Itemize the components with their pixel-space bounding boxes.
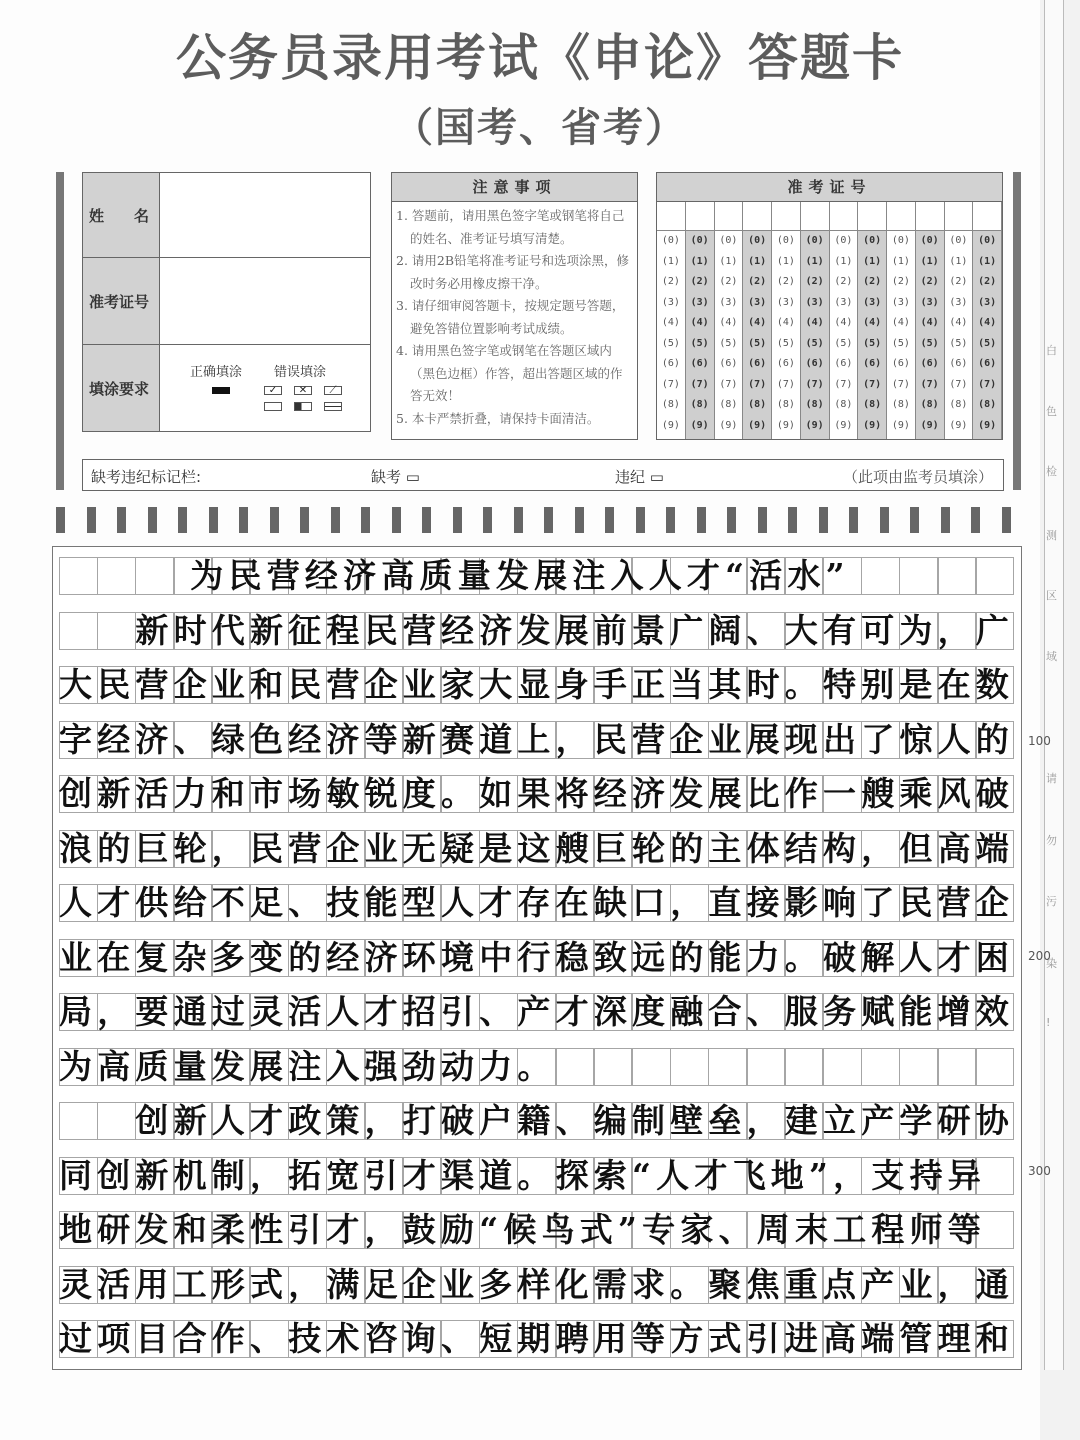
absence-violation-bar xyxy=(82,459,1004,491)
exam-number-bubble[interactable]: (9) xyxy=(863,419,882,431)
essay-handwritten-line: 同创新机制，拓宽引才渠道。探索“人才飞地”，支持异 xyxy=(59,1156,986,1195)
exam-number-bubble[interactable]: (5) xyxy=(690,337,709,349)
exam-number-bubble[interactable]: (3) xyxy=(661,296,680,308)
exam-number-bubble[interactable]: (7) xyxy=(891,378,910,390)
exam-number-bubble[interactable]: (9) xyxy=(920,419,939,431)
exam-number-bubble[interactable]: (1) xyxy=(719,255,738,267)
exam-number-bubble[interactable]: (0) xyxy=(978,235,997,246)
exam-number-write-box[interactable] xyxy=(772,202,800,231)
essay-handwritten-line: 为民营经济高质量发展注入人才“活水” xyxy=(59,557,850,595)
exam-number-bubble[interactable]: (6) xyxy=(891,358,910,369)
exam-number-write-box[interactable] xyxy=(743,202,771,231)
exam-number-bubble[interactable]: (2) xyxy=(776,276,795,287)
exam-number-bubble[interactable]: (9) xyxy=(805,419,824,431)
word-count-marker: 300 xyxy=(1028,1164,1051,1178)
correct-fill-label: 正确填涂 xyxy=(190,365,243,380)
exam-number-bubble[interactable]: (5) xyxy=(748,337,767,349)
exam-number-bubble[interactable]: (0) xyxy=(719,235,738,246)
exam-number-column[interactable] xyxy=(743,202,772,439)
exam-number-bubble[interactable]: (6) xyxy=(748,358,767,369)
note-item: 3. 请仔细审阅答题卡，按规定题号答题，避免答错位置影响考试成绩。 xyxy=(396,298,625,336)
essay-handwritten-line: 过项目合作、技术咨询、短期聘用等方式引进高端管理和 xyxy=(59,1320,1014,1358)
watermark-char: 请 xyxy=(1046,772,1057,785)
exam-number-bubble[interactable]: (6) xyxy=(920,358,939,369)
exam-number-bubble[interactable]: (3) xyxy=(748,296,767,308)
exam-number-bubble[interactable]: (6) xyxy=(805,358,824,369)
exam-number-bubble[interactable]: (1) xyxy=(863,255,882,267)
exam-number-bubble[interactable]: (0) xyxy=(776,235,795,246)
exam-number-bubble[interactable]: (1) xyxy=(891,255,910,267)
exam-number-bubble[interactable]: (8) xyxy=(834,399,853,410)
exam-number-column[interactable] xyxy=(858,202,887,439)
wrong-fill-half-icon xyxy=(294,402,312,411)
exam-number-bubble[interactable]: (9) xyxy=(834,419,853,431)
exam-number-bubble[interactable]: (3) xyxy=(891,296,910,308)
id-label: 准考证号 xyxy=(83,258,159,344)
exam-number-bubble[interactable]: (7) xyxy=(920,378,939,390)
timing-mark xyxy=(1002,507,1011,533)
timing-mark xyxy=(453,507,462,533)
exam-number-bubble[interactable]: (5) xyxy=(978,337,997,349)
timing-mark xyxy=(300,507,309,533)
timing-mark xyxy=(849,507,858,533)
timing-mark xyxy=(636,507,645,533)
essay-handwritten-line: 创新人才政策，打破户籍、编制壁垒，建立产学研协 xyxy=(59,1102,1014,1140)
exam-number-write-box[interactable] xyxy=(858,202,886,231)
notes-list xyxy=(396,205,634,430)
exam-number-bubble[interactable]: (4) xyxy=(661,317,680,328)
exam-number-bubble[interactable]: (1) xyxy=(949,255,968,267)
exam-number-bubble[interactable]: (3) xyxy=(978,296,997,308)
exam-number-bubble[interactable]: (3) xyxy=(805,296,824,308)
exam-number-bubble[interactable]: (8) xyxy=(863,399,882,410)
exam-number-bubble[interactable]: (5) xyxy=(863,337,882,349)
exam-number-bubble[interactable]: (0) xyxy=(834,235,853,246)
fill-example-area xyxy=(159,345,371,431)
watermark-char: 测 xyxy=(1046,529,1057,542)
note-item: 1. 答题前，请用黑色签字笔或钢笔将自己的姓名、准考证号填写清楚。 xyxy=(396,208,625,246)
essay-handwritten-line: 业在复杂多变的经济环境中行稳致远的能力。破解人才困 xyxy=(59,938,1014,977)
exam-number-bubble[interactable]: (4) xyxy=(776,317,795,328)
exam-number-bubble[interactable]: (4) xyxy=(891,317,910,328)
essay-handwritten-line: 地研发和柔性引才，鼓励“候鸟式”专家、周末工程师等 xyxy=(59,1211,986,1249)
timing-mark xyxy=(361,507,370,533)
exam-number-bubble[interactable]: (8) xyxy=(949,399,968,410)
note-item: 5. 本卡严禁折叠，请保持卡面清洁。 xyxy=(396,410,600,426)
timing-mark xyxy=(544,507,553,533)
watermark-char: 白 xyxy=(1046,344,1057,357)
exam-number-bubble[interactable]: (2) xyxy=(661,276,680,287)
exam-number-bubble[interactable]: (6) xyxy=(949,358,968,369)
exam-number-bubble[interactable]: (6) xyxy=(690,358,709,369)
exam-number-bubble[interactable]: (0) xyxy=(748,235,767,246)
timing-mark xyxy=(148,507,157,533)
exam-number-bubble[interactable]: (6) xyxy=(719,358,738,369)
exam-number-bubble[interactable]: (2) xyxy=(863,276,882,287)
exam-number-bubble[interactable]: (1) xyxy=(978,255,997,267)
exam-number-bubble[interactable]: (9) xyxy=(661,419,680,431)
watermark-char: 勿 xyxy=(1046,834,1057,847)
exam-number-bubble[interactable]: (3) xyxy=(834,296,853,308)
exam-number-bubble[interactable]: (4) xyxy=(863,317,882,328)
wrong-fill-label: 错误填涂 xyxy=(274,365,327,380)
word-count-marker: 200 xyxy=(1028,949,1051,963)
absence-bar-label: 缺考违纪标记栏: xyxy=(91,468,202,486)
left-margin-bar xyxy=(56,172,64,490)
exam-number-bubble[interactable]: (1) xyxy=(776,255,795,267)
exam-number-write-box[interactable] xyxy=(657,202,685,231)
timing-mark xyxy=(819,507,828,533)
timing-mark xyxy=(758,507,767,533)
exam-number-write-box[interactable] xyxy=(686,202,714,231)
exam-number-bubble[interactable]: (2) xyxy=(748,276,767,287)
exam-number-bubble[interactable]: (1) xyxy=(834,255,853,267)
essay-handwritten-line: 大民营企业和民营企业家大显身手正当其时。特别是在数 xyxy=(59,666,1014,704)
exam-number-column[interactable] xyxy=(715,202,744,439)
exam-number-bubble[interactable]: (4) xyxy=(748,317,767,328)
page-title: 公务员录用考试《申论》答题卡 xyxy=(176,29,904,87)
fill-requirement-label: 填涂要求 xyxy=(83,345,159,431)
exam-number-write-box[interactable] xyxy=(916,202,944,231)
exam-number-bubble[interactable]: (7) xyxy=(719,378,738,390)
note-item: 2. 请用2B铅笔将准考证号和选项涂黑，修改时务必用橡皮擦干净。 xyxy=(396,253,630,291)
exam-number-bubble[interactable]: (2) xyxy=(805,276,824,287)
exam-number-bubble[interactable]: (5) xyxy=(661,337,680,349)
exam-number-write-box[interactable] xyxy=(715,202,743,231)
essay-handwritten-line: 局，要通过灵活人才招引、产才深度融合、服务赋能增效 xyxy=(59,993,1014,1031)
exam-number-bubble[interactable]: (7) xyxy=(661,378,680,390)
exam-number-bubble[interactable]: (8) xyxy=(805,399,824,410)
exam-number-bubble[interactable]: (6) xyxy=(661,358,680,369)
exam-number-column[interactable] xyxy=(686,202,715,439)
essay-handwritten-line: 字经济、绿色经济等新赛道上，民营企业展现出了惊人的 xyxy=(59,720,1014,759)
word-count-marker: 100 xyxy=(1028,734,1051,748)
exam-number-bubble[interactable]: (5) xyxy=(776,337,795,349)
exam-number-bubble[interactable]: (0) xyxy=(949,235,968,246)
essay-handwritten-line: 为高质量发展注入强劲动力。 xyxy=(59,1047,556,1086)
proctor-note: （此项由监考员填涂） xyxy=(843,468,994,486)
exam-number-bubble[interactable]: (3) xyxy=(776,296,795,308)
essay-handwritten-line: 人才供给不足、技能型人才存在缺口，直接影响了民营企 xyxy=(59,884,1014,922)
exam-number-column[interactable] xyxy=(916,202,945,439)
exam-number-bubble[interactable]: (9) xyxy=(978,419,997,431)
correct-fill-mark xyxy=(212,387,230,394)
exam-number-bubble[interactable]: (6) xyxy=(863,358,882,369)
essay-handwritten-line: 新时代新征程民营经济发展前景广阔、大有可为，广 xyxy=(59,611,1014,650)
exam-number-bubble[interactable]: (1) xyxy=(920,255,939,267)
exam-number-write-box[interactable] xyxy=(887,202,915,231)
timing-mark xyxy=(788,507,797,533)
timing-mark xyxy=(575,507,584,533)
timing-mark xyxy=(727,507,736,533)
exam-number-box xyxy=(656,172,1003,440)
watermark-char: 域 xyxy=(1046,650,1057,663)
essay-handwritten-line: 灵活用工形式，满足企业多样化需求。聚焦重点产业，通 xyxy=(59,1265,1014,1304)
notes-title: 注意事项 xyxy=(392,173,637,202)
exam-number-column[interactable] xyxy=(887,202,916,439)
watermark-char: 色 xyxy=(1046,405,1057,418)
exam-number-bubble[interactable]: (1) xyxy=(661,255,680,267)
exam-number-bubble[interactable]: (8) xyxy=(690,399,709,410)
exam-number-bubble[interactable]: (2) xyxy=(719,276,738,287)
exam-number-bubble[interactable]: (8) xyxy=(920,399,939,410)
wrong-fill-slash-icon: ⟋ xyxy=(324,386,342,395)
timing-mark xyxy=(483,507,492,533)
timing-mark xyxy=(331,507,340,533)
timing-mark xyxy=(239,507,248,533)
exam-number-bubble[interactable]: (8) xyxy=(661,399,680,410)
exam-number-bubble[interactable]: (9) xyxy=(719,419,738,431)
exam-number-bubble[interactable]: (4) xyxy=(949,317,968,328)
exam-number-write-box[interactable] xyxy=(945,202,973,231)
exam-number-bubble[interactable]: (9) xyxy=(748,419,767,431)
exam-number-bubble[interactable]: (1) xyxy=(805,255,824,267)
exam-number-bubble[interactable]: (6) xyxy=(834,358,853,369)
exam-number-bubble[interactable]: (9) xyxy=(891,419,910,431)
exam-number-bubble[interactable]: (3) xyxy=(920,296,939,308)
exam-number-bubble[interactable]: (7) xyxy=(805,378,824,390)
info-box xyxy=(82,172,371,432)
name-label: 姓 名 xyxy=(83,173,159,257)
exam-number-bubble[interactable]: (3) xyxy=(719,296,738,308)
exam-number-bubble[interactable]: (5) xyxy=(834,337,853,349)
exam-number-bubble[interactable]: (1) xyxy=(748,255,767,267)
timing-mark xyxy=(971,507,980,533)
timing-mark xyxy=(941,507,950,533)
exam-number-bubble[interactable]: (2) xyxy=(978,276,997,287)
timing-mark xyxy=(514,507,523,533)
exam-number-bubble[interactable]: (0) xyxy=(690,235,709,246)
timing-mark xyxy=(56,507,65,533)
exam-number-bubble[interactable]: (0) xyxy=(920,235,939,246)
exam-number-bubble[interactable]: (9) xyxy=(690,419,709,431)
exam-number-column[interactable] xyxy=(973,202,1002,439)
exam-number-write-box[interactable] xyxy=(801,202,829,231)
exam-number-bubble[interactable]: (2) xyxy=(834,276,853,287)
watermark-char: 区 xyxy=(1046,589,1057,602)
exam-number-bubble[interactable]: (8) xyxy=(891,399,910,410)
exam-number-bubble[interactable]: (7) xyxy=(748,378,767,390)
exam-number-bubble[interactable]: (7) xyxy=(978,378,997,390)
watermark-char: 污 xyxy=(1046,895,1057,908)
exam-number-bubble[interactable]: (0) xyxy=(661,235,680,246)
exam-number-bubble[interactable]: (8) xyxy=(776,399,795,410)
page-subtitle: （国考、省考） xyxy=(393,105,687,151)
exam-number-bubble[interactable]: (5) xyxy=(891,337,910,349)
exam-number-bubble[interactable]: (2) xyxy=(690,276,709,287)
timing-mark xyxy=(392,507,401,533)
right-margin-bar xyxy=(1013,172,1021,490)
timing-mark xyxy=(697,507,706,533)
exam-number-title: 准考证号 xyxy=(657,173,1002,202)
name-field[interactable] xyxy=(159,173,371,257)
note-item: 4. 请用黑色签字笔或钢笔在答题区域内（黑色边框）作答，超出答题区域的作答无效！ xyxy=(396,343,623,403)
exam-number-bubble[interactable]: (2) xyxy=(920,276,939,287)
exam-number-bubble[interactable]: (4) xyxy=(719,317,738,328)
watermark-char: 染 xyxy=(1046,957,1057,970)
exam-number-column[interactable] xyxy=(772,202,801,439)
timing-mark xyxy=(605,507,614,533)
wrong-fill-check-icon: ✓ xyxy=(264,386,282,395)
exam-number-bubble[interactable]: (9) xyxy=(776,419,795,431)
watermark-char: ! xyxy=(1046,1016,1051,1029)
exam-number-bubble[interactable]: (3) xyxy=(863,296,882,308)
exam-number-bubble[interactable]: (2) xyxy=(891,276,910,287)
exam-number-bubble[interactable]: (5) xyxy=(949,337,968,349)
exam-number-bubble[interactable]: (5) xyxy=(920,337,939,349)
wrong-fill-cross-icon: ✕ xyxy=(294,386,312,395)
exam-number-bubble[interactable]: (5) xyxy=(719,337,738,349)
exam-number-write-box[interactable] xyxy=(973,202,1001,231)
essay-handwritten-line: 创新活力和市场敏锐度。如果将经济发展比作一艘乘风破 xyxy=(59,775,1014,813)
exam-number-bubble[interactable]: (2) xyxy=(949,276,968,287)
exam-number-bubble[interactable]: (3) xyxy=(949,296,968,308)
exam-number-bubble[interactable]: (4) xyxy=(920,317,939,328)
essay-answer-area[interactable] xyxy=(52,546,1022,1370)
timing-mark xyxy=(910,507,919,533)
exam-number-bubble[interactable]: (7) xyxy=(776,378,795,390)
exam-number-column[interactable] xyxy=(657,202,686,439)
timing-mark xyxy=(117,507,126,533)
timing-mark xyxy=(209,507,218,533)
exam-number-bubble[interactable]: (4) xyxy=(978,317,997,328)
exam-number-bubble[interactable]: (6) xyxy=(978,358,997,369)
exam-number-bubble[interactable]: (8) xyxy=(748,399,767,410)
exam-number-grid xyxy=(657,202,1002,439)
exam-number-bubble[interactable]: (7) xyxy=(949,378,968,390)
timing-mark xyxy=(422,507,431,533)
exam-number-bubble[interactable]: (9) xyxy=(949,419,968,431)
id-field[interactable] xyxy=(159,258,371,344)
exam-number-bubble[interactable]: (3) xyxy=(690,296,709,308)
essay-handwritten-line: 浪的巨轮，民营企业无疑是这艘巨轮的主体结构，但高端 xyxy=(59,829,1014,868)
absent-checkbox[interactable]: 缺考 ▭ xyxy=(371,468,420,486)
exam-number-bubble[interactable]: (8) xyxy=(719,399,738,410)
timing-mark xyxy=(880,507,889,533)
watermark-char: 检 xyxy=(1046,465,1057,478)
exam-number-bubble[interactable]: (8) xyxy=(978,399,997,410)
timing-mark xyxy=(87,507,96,533)
wrong-fill-empty-icon xyxy=(264,402,282,411)
exam-number-bubble[interactable]: (0) xyxy=(805,235,824,246)
exam-number-bubble[interactable]: (0) xyxy=(891,235,910,246)
exam-number-bubble[interactable]: (4) xyxy=(690,317,709,328)
timing-mark xyxy=(666,507,675,533)
exam-number-bubble[interactable]: (4) xyxy=(834,317,853,328)
violation-checkbox[interactable]: 违纪 ▭ xyxy=(615,468,664,486)
exam-number-column[interactable] xyxy=(830,202,859,439)
exam-number-bubble[interactable]: (4) xyxy=(805,317,824,328)
exam-number-bubble[interactable]: (7) xyxy=(690,378,709,390)
exam-number-column[interactable] xyxy=(945,202,974,439)
wrong-fill-line-icon xyxy=(324,402,342,411)
timing-mark xyxy=(270,507,279,533)
notes-box xyxy=(391,172,638,440)
exam-number-bubble[interactable]: (5) xyxy=(805,337,824,349)
exam-number-bubble[interactable]: (7) xyxy=(863,378,882,390)
exam-number-bubble[interactable]: (1) xyxy=(690,255,709,267)
exam-number-write-box[interactable] xyxy=(830,202,858,231)
exam-number-bubble[interactable]: (0) xyxy=(863,235,882,246)
timing-mark xyxy=(178,507,187,533)
exam-number-bubble[interactable]: (6) xyxy=(776,358,795,369)
exam-number-bubble[interactable]: (7) xyxy=(834,378,853,390)
exam-number-column[interactable] xyxy=(801,202,830,439)
